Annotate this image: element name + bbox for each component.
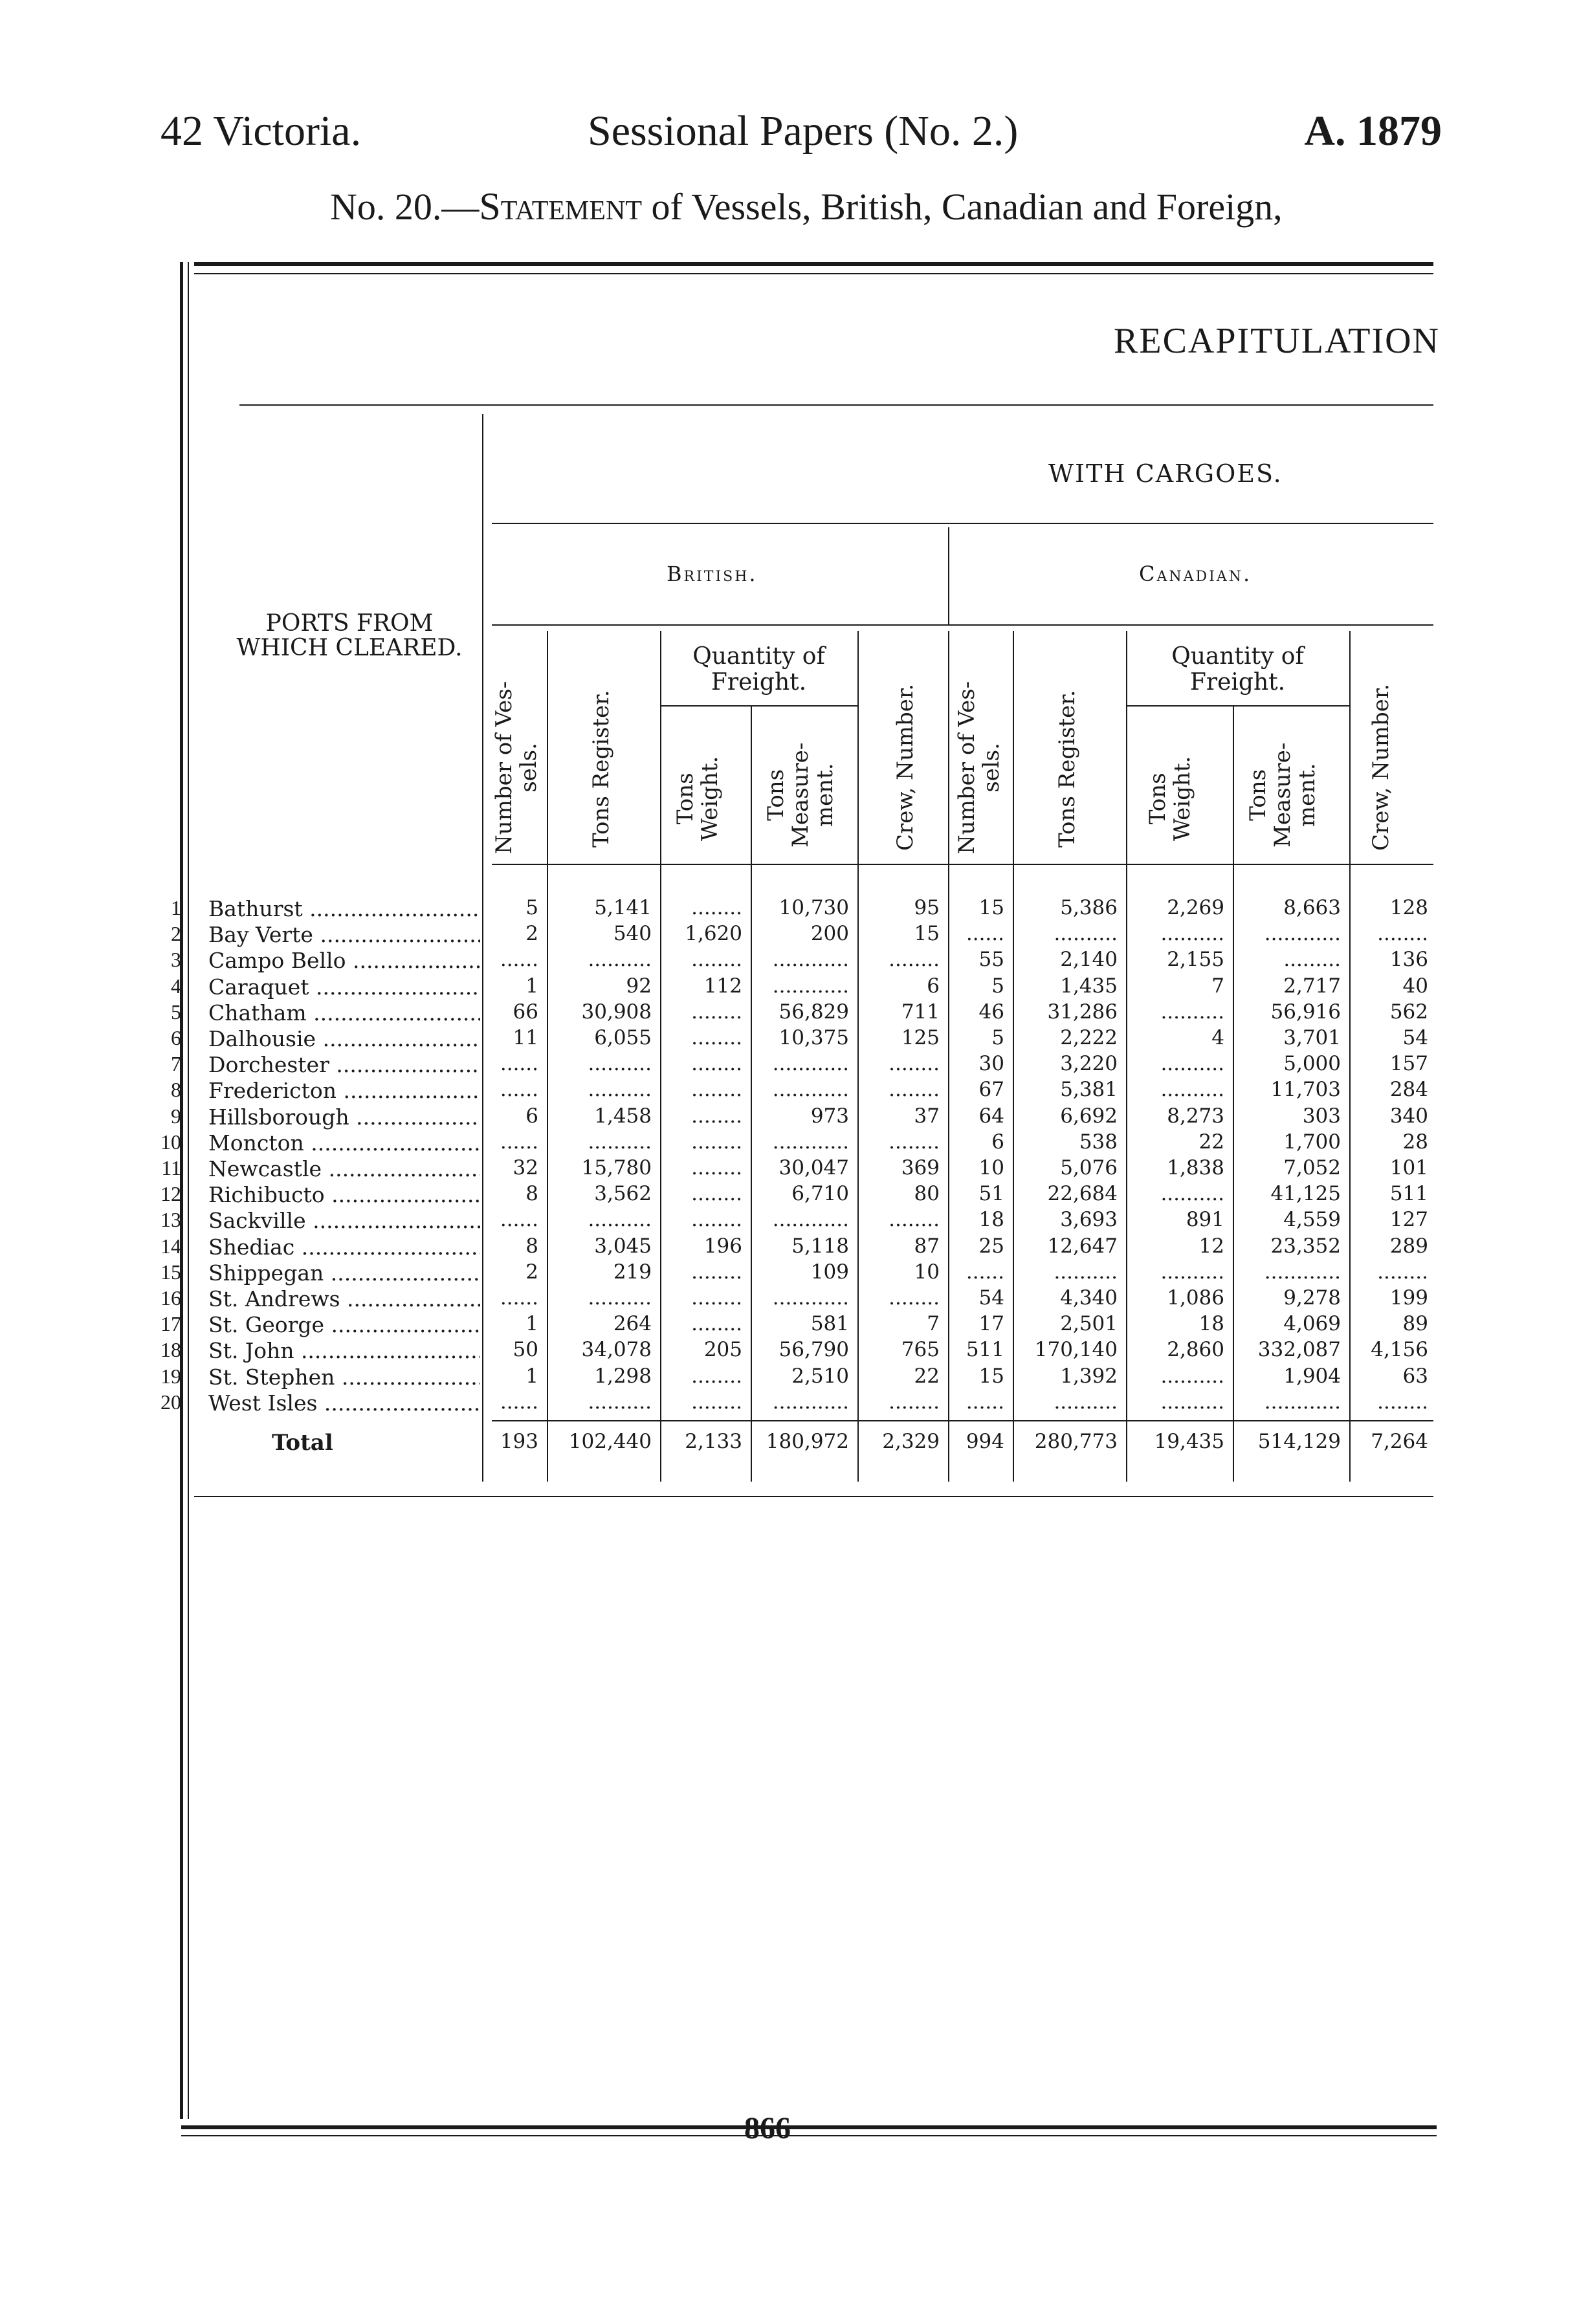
table-cell: 34,078 bbox=[581, 1338, 652, 1361]
table-cell: 2,140 bbox=[1060, 948, 1118, 971]
total-cell: 514,129 bbox=[1257, 1430, 1341, 1453]
table-cell: 1,838 bbox=[1167, 1156, 1224, 1179]
table-cell: ........ bbox=[691, 1130, 742, 1154]
table-cell: ........ bbox=[1377, 1390, 1428, 1414]
table-cell: 41,125 bbox=[1270, 1182, 1341, 1205]
total-cell: 994 bbox=[966, 1430, 1004, 1453]
table-cell: .......... bbox=[588, 1130, 652, 1154]
port-name: Newcastle ..... bbox=[208, 1156, 480, 1181]
row-number: 9 bbox=[171, 1104, 181, 1128]
table-cell: ...... bbox=[500, 948, 538, 971]
table-cell: .......... bbox=[1160, 1182, 1224, 1205]
stub-column-rule bbox=[482, 414, 483, 1482]
table-cell: 3,220 bbox=[1060, 1052, 1118, 1075]
table-cell: 28 bbox=[1402, 1130, 1428, 1154]
table-cell: 101 bbox=[1389, 1156, 1428, 1179]
table-cell: ........ bbox=[889, 1052, 940, 1075]
port-name: Bathurst ..... bbox=[208, 896, 480, 921]
table-cell: 4,340 bbox=[1060, 1286, 1118, 1310]
table-cell: 562 bbox=[1389, 1000, 1428, 1024]
frame-rule-left-inner bbox=[188, 262, 189, 2119]
row-number: 8 bbox=[171, 1078, 181, 1101]
row-number: 13 bbox=[160, 1208, 181, 1231]
table-cell: ...... bbox=[500, 1390, 538, 1414]
table-top-rule-inner bbox=[194, 273, 1433, 274]
col-head-vessels-canadian: Number of Ves- sels. bbox=[954, 681, 1004, 854]
table-cell: 369 bbox=[901, 1156, 940, 1179]
port-name: Campo Bello ..... bbox=[208, 948, 480, 973]
table-cell: 170,140 bbox=[1034, 1338, 1118, 1361]
table-cell: 711 bbox=[901, 1000, 940, 1024]
table-cell: 5 bbox=[991, 974, 1004, 998]
port-name: Sackville ..... bbox=[208, 1208, 480, 1233]
table-cell: ........ bbox=[691, 948, 742, 971]
statement-rest: of Vessels, British, Canadian and Foreign, bbox=[642, 186, 1283, 228]
table-cell: 303 bbox=[1302, 1104, 1341, 1128]
table-cell: ........ bbox=[1377, 922, 1428, 945]
table-cell: 1,086 bbox=[1167, 1286, 1224, 1310]
col-head-tons-register-british: Tons Register. bbox=[588, 690, 614, 848]
table-cell: 3,693 bbox=[1060, 1208, 1118, 1231]
with-cargoes-heading: WITH CARGOES. bbox=[1048, 459, 1283, 488]
table-cell: 46 bbox=[978, 1000, 1004, 1024]
port-name: St. John ..... bbox=[208, 1338, 480, 1363]
table-cell: 80 bbox=[914, 1182, 940, 1205]
row-number: 10 bbox=[160, 1130, 181, 1154]
table-cell: 5,141 bbox=[594, 896, 652, 919]
table-cell: 196 bbox=[703, 1234, 742, 1258]
british-group-heading: British. bbox=[667, 562, 758, 586]
table-cell: 973 bbox=[810, 1104, 849, 1128]
table-cell: 67 bbox=[978, 1078, 1004, 1101]
port-name: Dalhousie ..... bbox=[208, 1026, 480, 1051]
table-cell: 205 bbox=[703, 1338, 742, 1361]
table-cell: 51 bbox=[978, 1182, 1004, 1205]
table-cell: 15 bbox=[978, 896, 1004, 919]
table-cell: ............ bbox=[772, 1078, 849, 1101]
with-cargoes-rule bbox=[492, 523, 1433, 524]
table-cell: 1 bbox=[525, 974, 538, 998]
statement-word: Statement bbox=[479, 185, 643, 228]
table-cell: 31,286 bbox=[1047, 1000, 1118, 1024]
table-cell: 1,458 bbox=[594, 1104, 652, 1128]
table-cell: 2,501 bbox=[1060, 1312, 1118, 1335]
total-cell: 7,264 bbox=[1371, 1430, 1428, 1453]
table-cell: 22 bbox=[914, 1365, 940, 1388]
table-cell: 6 bbox=[991, 1130, 1004, 1154]
table-cell: 30,047 bbox=[778, 1156, 849, 1179]
table-cell: ............ bbox=[1264, 1390, 1341, 1414]
table-cell: ........ bbox=[691, 896, 742, 919]
table-cell: 2 bbox=[525, 1260, 538, 1284]
table-cell: ........ bbox=[889, 948, 940, 971]
recapitulation-heading: RECAPITULATION bbox=[1114, 321, 1440, 361]
table-cell: 40 bbox=[1402, 974, 1428, 998]
table-cell: ...... bbox=[500, 1208, 538, 1231]
table-cell: 5,000 bbox=[1283, 1052, 1341, 1075]
table-cell: 540 bbox=[613, 922, 652, 945]
port-name: Shippegan ..... bbox=[208, 1260, 480, 1286]
col-head-tons-measurement-british: Tons Measure- ment. bbox=[763, 742, 838, 848]
table-cell: 511 bbox=[966, 1338, 1004, 1361]
row-number: 14 bbox=[160, 1234, 181, 1258]
recap-rule bbox=[239, 404, 1433, 406]
table-cell: .......... bbox=[1054, 1260, 1118, 1284]
table-cell: 2 bbox=[525, 922, 538, 945]
col-head-crew-canadian: Crew, Number. bbox=[1368, 683, 1394, 851]
table-cell: ........ bbox=[889, 1078, 940, 1101]
table-cell: .......... bbox=[588, 1052, 652, 1075]
freight-rule-canadian bbox=[1126, 705, 1349, 707]
table-cell: ............ bbox=[772, 1052, 849, 1075]
table-cell: 17 bbox=[978, 1312, 1004, 1335]
table-cell: ...... bbox=[500, 1130, 538, 1154]
table-cell: 2,155 bbox=[1167, 948, 1224, 971]
table-cell: 87 bbox=[914, 1234, 940, 1258]
table-cell: 1,392 bbox=[1060, 1365, 1118, 1388]
table-cell: 2,269 bbox=[1167, 896, 1224, 919]
table-cell: 30,908 bbox=[581, 1000, 652, 1024]
table-cell: ........ bbox=[691, 1052, 742, 1075]
row-number: 17 bbox=[160, 1312, 181, 1335]
port-name: Shediac ..... bbox=[208, 1234, 480, 1260]
table-cell: ........ bbox=[691, 1182, 742, 1205]
quantity-freight-british: Quantity of Freight. bbox=[692, 643, 825, 696]
col-head-tons-weight-canadian: Tons Weight. bbox=[1145, 756, 1195, 841]
table-cell: .......... bbox=[588, 1390, 652, 1414]
port-name: Chatham ..... bbox=[208, 1000, 480, 1025]
total-cell: 2,329 bbox=[882, 1430, 940, 1453]
statement-title bbox=[330, 184, 1283, 229]
table-cell: 1,620 bbox=[685, 922, 742, 945]
table-cell: .......... bbox=[1160, 1390, 1224, 1414]
table-cell: 15,780 bbox=[581, 1156, 652, 1179]
port-name: Fredericton ..... bbox=[208, 1078, 480, 1103]
table-cell: 765 bbox=[901, 1338, 940, 1361]
running-header bbox=[160, 107, 1442, 165]
row-number: 18 bbox=[160, 1338, 181, 1361]
table-cell: 15 bbox=[978, 1365, 1004, 1388]
table-cell: 891 bbox=[1186, 1208, 1224, 1231]
port-name: Dorchester ..... bbox=[208, 1052, 480, 1077]
table-cell: 5,118 bbox=[791, 1234, 849, 1258]
table-cell: 66 bbox=[513, 1000, 538, 1024]
group-rule bbox=[492, 624, 1433, 626]
table-cell: 10 bbox=[914, 1260, 940, 1284]
row-number: 19 bbox=[160, 1365, 181, 1388]
table-cell: 23,352 bbox=[1270, 1234, 1341, 1258]
table-cell: .......... bbox=[1054, 922, 1118, 945]
table-cell: 8,663 bbox=[1283, 896, 1341, 919]
row-number: 7 bbox=[171, 1052, 181, 1075]
port-name: St. George ..... bbox=[208, 1312, 480, 1337]
table-cell: ........ bbox=[889, 1130, 940, 1154]
total-cell: 2,133 bbox=[685, 1430, 742, 1453]
col-head-tons-register-canadian: Tons Register. bbox=[1054, 690, 1080, 848]
table-cell: 63 bbox=[1402, 1365, 1428, 1388]
table-cell: 2,860 bbox=[1167, 1338, 1224, 1361]
table-cell: 15 bbox=[914, 922, 940, 945]
total-cell: 193 bbox=[500, 1430, 538, 1453]
row-number: 20 bbox=[160, 1390, 181, 1414]
row-number: 1 bbox=[171, 896, 181, 919]
row-number: 16 bbox=[160, 1286, 181, 1310]
table-cell: 109 bbox=[810, 1260, 849, 1284]
table-cell: 3,562 bbox=[594, 1182, 652, 1205]
table-cell: ........ bbox=[691, 1104, 742, 1128]
table-cell: .......... bbox=[1054, 1390, 1118, 1414]
table-cell: ............ bbox=[772, 948, 849, 971]
table-cell: ........ bbox=[1377, 1260, 1428, 1284]
table-cell: 2,510 bbox=[791, 1365, 849, 1388]
table-cell: .......... bbox=[588, 948, 652, 971]
total-label: Total bbox=[272, 1430, 333, 1456]
table-cell: 136 bbox=[1389, 948, 1428, 971]
total-cell: 280,773 bbox=[1034, 1430, 1118, 1453]
frame-bottom-rule bbox=[181, 2125, 1437, 2129]
table-cell: 6 bbox=[525, 1104, 538, 1128]
row-number: 11 bbox=[161, 1156, 181, 1179]
table-cell: 5,076 bbox=[1060, 1156, 1118, 1179]
header-year: A. 1879 bbox=[1304, 107, 1442, 155]
table-cell: 289 bbox=[1389, 1234, 1428, 1258]
table-cell: 5,381 bbox=[1060, 1078, 1118, 1101]
table-cell: ............ bbox=[772, 1208, 849, 1231]
header-bottom-rule bbox=[492, 864, 1433, 865]
table-cell: 1 bbox=[525, 1312, 538, 1335]
table-cell: 25 bbox=[978, 1234, 1004, 1258]
table-cell: 7 bbox=[927, 1312, 940, 1335]
table-cell: 32 bbox=[513, 1156, 538, 1179]
table-cell: 157 bbox=[1389, 1052, 1428, 1075]
row-number: 6 bbox=[171, 1026, 181, 1049]
table-cell: ........ bbox=[691, 1365, 742, 1388]
header-session: 42 Victoria. bbox=[160, 107, 362, 155]
group-divider-rule bbox=[948, 527, 949, 624]
table-cell: 200 bbox=[810, 922, 849, 945]
total-cell: 180,972 bbox=[766, 1430, 849, 1453]
table-cell: ...... bbox=[966, 922, 1004, 945]
table-cell: 4,156 bbox=[1371, 1338, 1428, 1361]
table-cell: 1,904 bbox=[1283, 1365, 1341, 1388]
table-cell: 22 bbox=[1198, 1130, 1224, 1154]
table-cell: 12,647 bbox=[1047, 1234, 1118, 1258]
table-cell: 581 bbox=[810, 1312, 849, 1335]
table-cell: 18 bbox=[1198, 1312, 1224, 1335]
header-papers: Sessional Papers (No. 2.) bbox=[588, 107, 1019, 155]
table-cell: ........ bbox=[691, 1390, 742, 1414]
table-cell: 11 bbox=[513, 1026, 538, 1049]
table-cell: .......... bbox=[1160, 922, 1224, 945]
port-name: St. Stephen ..... bbox=[208, 1365, 480, 1390]
table-cell: ............ bbox=[772, 1130, 849, 1154]
table-cell: 1 bbox=[525, 1365, 538, 1388]
table-cell: ........ bbox=[691, 1208, 742, 1231]
quantity-freight-canadian: Quantity of Freight. bbox=[1171, 643, 1304, 696]
table-cell: 7,052 bbox=[1283, 1156, 1341, 1179]
table-cell: 3,045 bbox=[594, 1234, 652, 1258]
table-cell: 56,829 bbox=[778, 1000, 849, 1024]
table-cell: 8 bbox=[525, 1182, 538, 1205]
table-cell: 6,055 bbox=[594, 1026, 652, 1049]
table-cell: ......... bbox=[1283, 948, 1341, 971]
port-name: Hillsborough ..... bbox=[208, 1104, 480, 1130]
table-cell: 50 bbox=[513, 1338, 538, 1361]
table-cell: .......... bbox=[588, 1078, 652, 1101]
table-cell: 10,375 bbox=[778, 1026, 849, 1049]
table-cell: 18 bbox=[978, 1208, 1004, 1231]
table-cell: ...... bbox=[500, 1286, 538, 1310]
row-number: 15 bbox=[160, 1260, 181, 1284]
page-folio: 866 bbox=[744, 2111, 791, 2145]
col-head-tons-measurement-canadian: Tons Measure- ment. bbox=[1245, 742, 1320, 848]
port-name: Bay Verte ..... bbox=[208, 922, 480, 947]
table-cell: 112 bbox=[703, 974, 742, 998]
table-cell: 95 bbox=[914, 896, 940, 919]
table-cell: 4,069 bbox=[1283, 1312, 1341, 1335]
table-cell: ........ bbox=[691, 1286, 742, 1310]
table-cell: 64 bbox=[978, 1104, 1004, 1128]
table-cell: 89 bbox=[1402, 1312, 1428, 1335]
table-cell: 7 bbox=[1211, 974, 1224, 998]
row-number: 12 bbox=[160, 1182, 181, 1205]
table-cell: 6,710 bbox=[791, 1182, 849, 1205]
table-cell: 128 bbox=[1389, 896, 1428, 919]
table-cell: 4,559 bbox=[1283, 1208, 1341, 1231]
col-head-crew-british: Crew, Number. bbox=[892, 683, 918, 851]
total-cell: 102,440 bbox=[568, 1430, 652, 1453]
table-cell: 340 bbox=[1389, 1104, 1428, 1128]
table-cell: 37 bbox=[914, 1104, 940, 1128]
table-cell: 54 bbox=[1402, 1026, 1428, 1049]
table-cell: 22,684 bbox=[1047, 1182, 1118, 1205]
row-number: 3 bbox=[171, 948, 181, 971]
table-cell: ........ bbox=[889, 1208, 940, 1231]
table-cell: 125 bbox=[901, 1026, 940, 1049]
table-cell: ............ bbox=[772, 1286, 849, 1310]
table-cell: 264 bbox=[613, 1312, 652, 1335]
table-top-rule bbox=[194, 262, 1433, 266]
total-cell: 19,435 bbox=[1154, 1430, 1224, 1453]
port-name: Richibucto ..... bbox=[208, 1182, 480, 1207]
table-cell: 538 bbox=[1079, 1130, 1118, 1154]
table-cell: ........ bbox=[691, 1156, 742, 1179]
table-cell: 3,701 bbox=[1283, 1026, 1341, 1049]
row-number: 4 bbox=[171, 974, 181, 998]
table-cell: ...... bbox=[500, 1052, 538, 1075]
table-cell: 1,700 bbox=[1283, 1130, 1341, 1154]
table-cell: ........ bbox=[691, 1078, 742, 1101]
table-cell: ............ bbox=[772, 1390, 849, 1414]
table-cell: 6,692 bbox=[1060, 1104, 1118, 1128]
table-cell: 10,730 bbox=[778, 896, 849, 919]
table-cell: ...... bbox=[966, 1390, 1004, 1414]
table-cell: 284 bbox=[1389, 1078, 1428, 1101]
table-cell: ........ bbox=[691, 1312, 742, 1335]
table-cell: 8 bbox=[525, 1234, 538, 1258]
table-cell: ...... bbox=[500, 1078, 538, 1101]
table-cell: ........ bbox=[691, 1026, 742, 1049]
table-cell: 1,435 bbox=[1060, 974, 1118, 998]
table-cell: .......... bbox=[1160, 1078, 1224, 1101]
freight-rule-british bbox=[660, 705, 857, 707]
table-cell: 92 bbox=[626, 974, 652, 998]
table-cell: 511 bbox=[1389, 1182, 1428, 1205]
total-rule bbox=[492, 1420, 1433, 1421]
col-head-vessels-british: Number of Ves- sels. bbox=[491, 681, 542, 854]
table-cell: 199 bbox=[1389, 1286, 1428, 1310]
port-name: Moncton ..... bbox=[208, 1130, 480, 1156]
table-cell: ............ bbox=[1264, 922, 1341, 945]
table-cell: 12 bbox=[1198, 1234, 1224, 1258]
ports-stub-header: PORTS FROM WHICH CLEARED. bbox=[236, 610, 463, 661]
table-cell: 127 bbox=[1389, 1208, 1428, 1231]
table-cell: 9,278 bbox=[1283, 1286, 1341, 1310]
table-cell: ........ bbox=[691, 1260, 742, 1284]
table-cell: 5 bbox=[991, 1026, 1004, 1049]
table-cell: ............ bbox=[772, 974, 849, 998]
row-number: 2 bbox=[171, 922, 181, 945]
table-cell: 10 bbox=[978, 1156, 1004, 1179]
table-cell: 6 bbox=[927, 974, 940, 998]
table-cell: 4 bbox=[1211, 1026, 1224, 1049]
table-cell: 8,273 bbox=[1167, 1104, 1224, 1128]
table-cell: 54 bbox=[978, 1286, 1004, 1310]
table-cell: .......... bbox=[588, 1208, 652, 1231]
canadian-group-heading: Canadian. bbox=[1139, 562, 1252, 586]
table-cell: 55 bbox=[978, 948, 1004, 971]
table-cell: 11,703 bbox=[1270, 1078, 1341, 1101]
port-name: Caraquet ..... bbox=[208, 974, 480, 1000]
table-cell: .......... bbox=[1160, 1000, 1224, 1024]
port-name: West Isles ..... bbox=[208, 1390, 480, 1416]
table-cell: ............ bbox=[1264, 1260, 1341, 1284]
table-cell: 5 bbox=[525, 896, 538, 919]
row-number: 5 bbox=[171, 1000, 181, 1024]
table-cell: 5,386 bbox=[1060, 896, 1118, 919]
table-cell: ........ bbox=[889, 1286, 940, 1310]
table-cell: 219 bbox=[613, 1260, 652, 1284]
table-cell: .......... bbox=[1160, 1260, 1224, 1284]
table-cell: 56,916 bbox=[1270, 1000, 1341, 1024]
table-cell: 332,087 bbox=[1257, 1338, 1341, 1361]
table-cell: .......... bbox=[1160, 1052, 1224, 1075]
table-bottom-rule bbox=[194, 1496, 1433, 1497]
table-cell: ........ bbox=[691, 1000, 742, 1024]
statement-number: No. 20.— bbox=[330, 186, 480, 228]
table-cell: ...... bbox=[966, 1260, 1004, 1284]
table-cell: 56,790 bbox=[778, 1338, 849, 1361]
table-cell: .......... bbox=[588, 1286, 652, 1310]
table-cell: 1,298 bbox=[594, 1365, 652, 1388]
col-head-tons-weight-british: Tons Weight. bbox=[672, 756, 723, 841]
port-name: St. Andrews ..... bbox=[208, 1286, 480, 1311]
table-cell: ........ bbox=[889, 1390, 940, 1414]
table-cell: 30 bbox=[978, 1052, 1004, 1075]
table-cell: 2,222 bbox=[1060, 1026, 1118, 1049]
frame-bottom-rule-inner bbox=[181, 2135, 1437, 2136]
table-cell: .......... bbox=[1160, 1365, 1224, 1388]
table-cell: 2,717 bbox=[1283, 974, 1341, 998]
